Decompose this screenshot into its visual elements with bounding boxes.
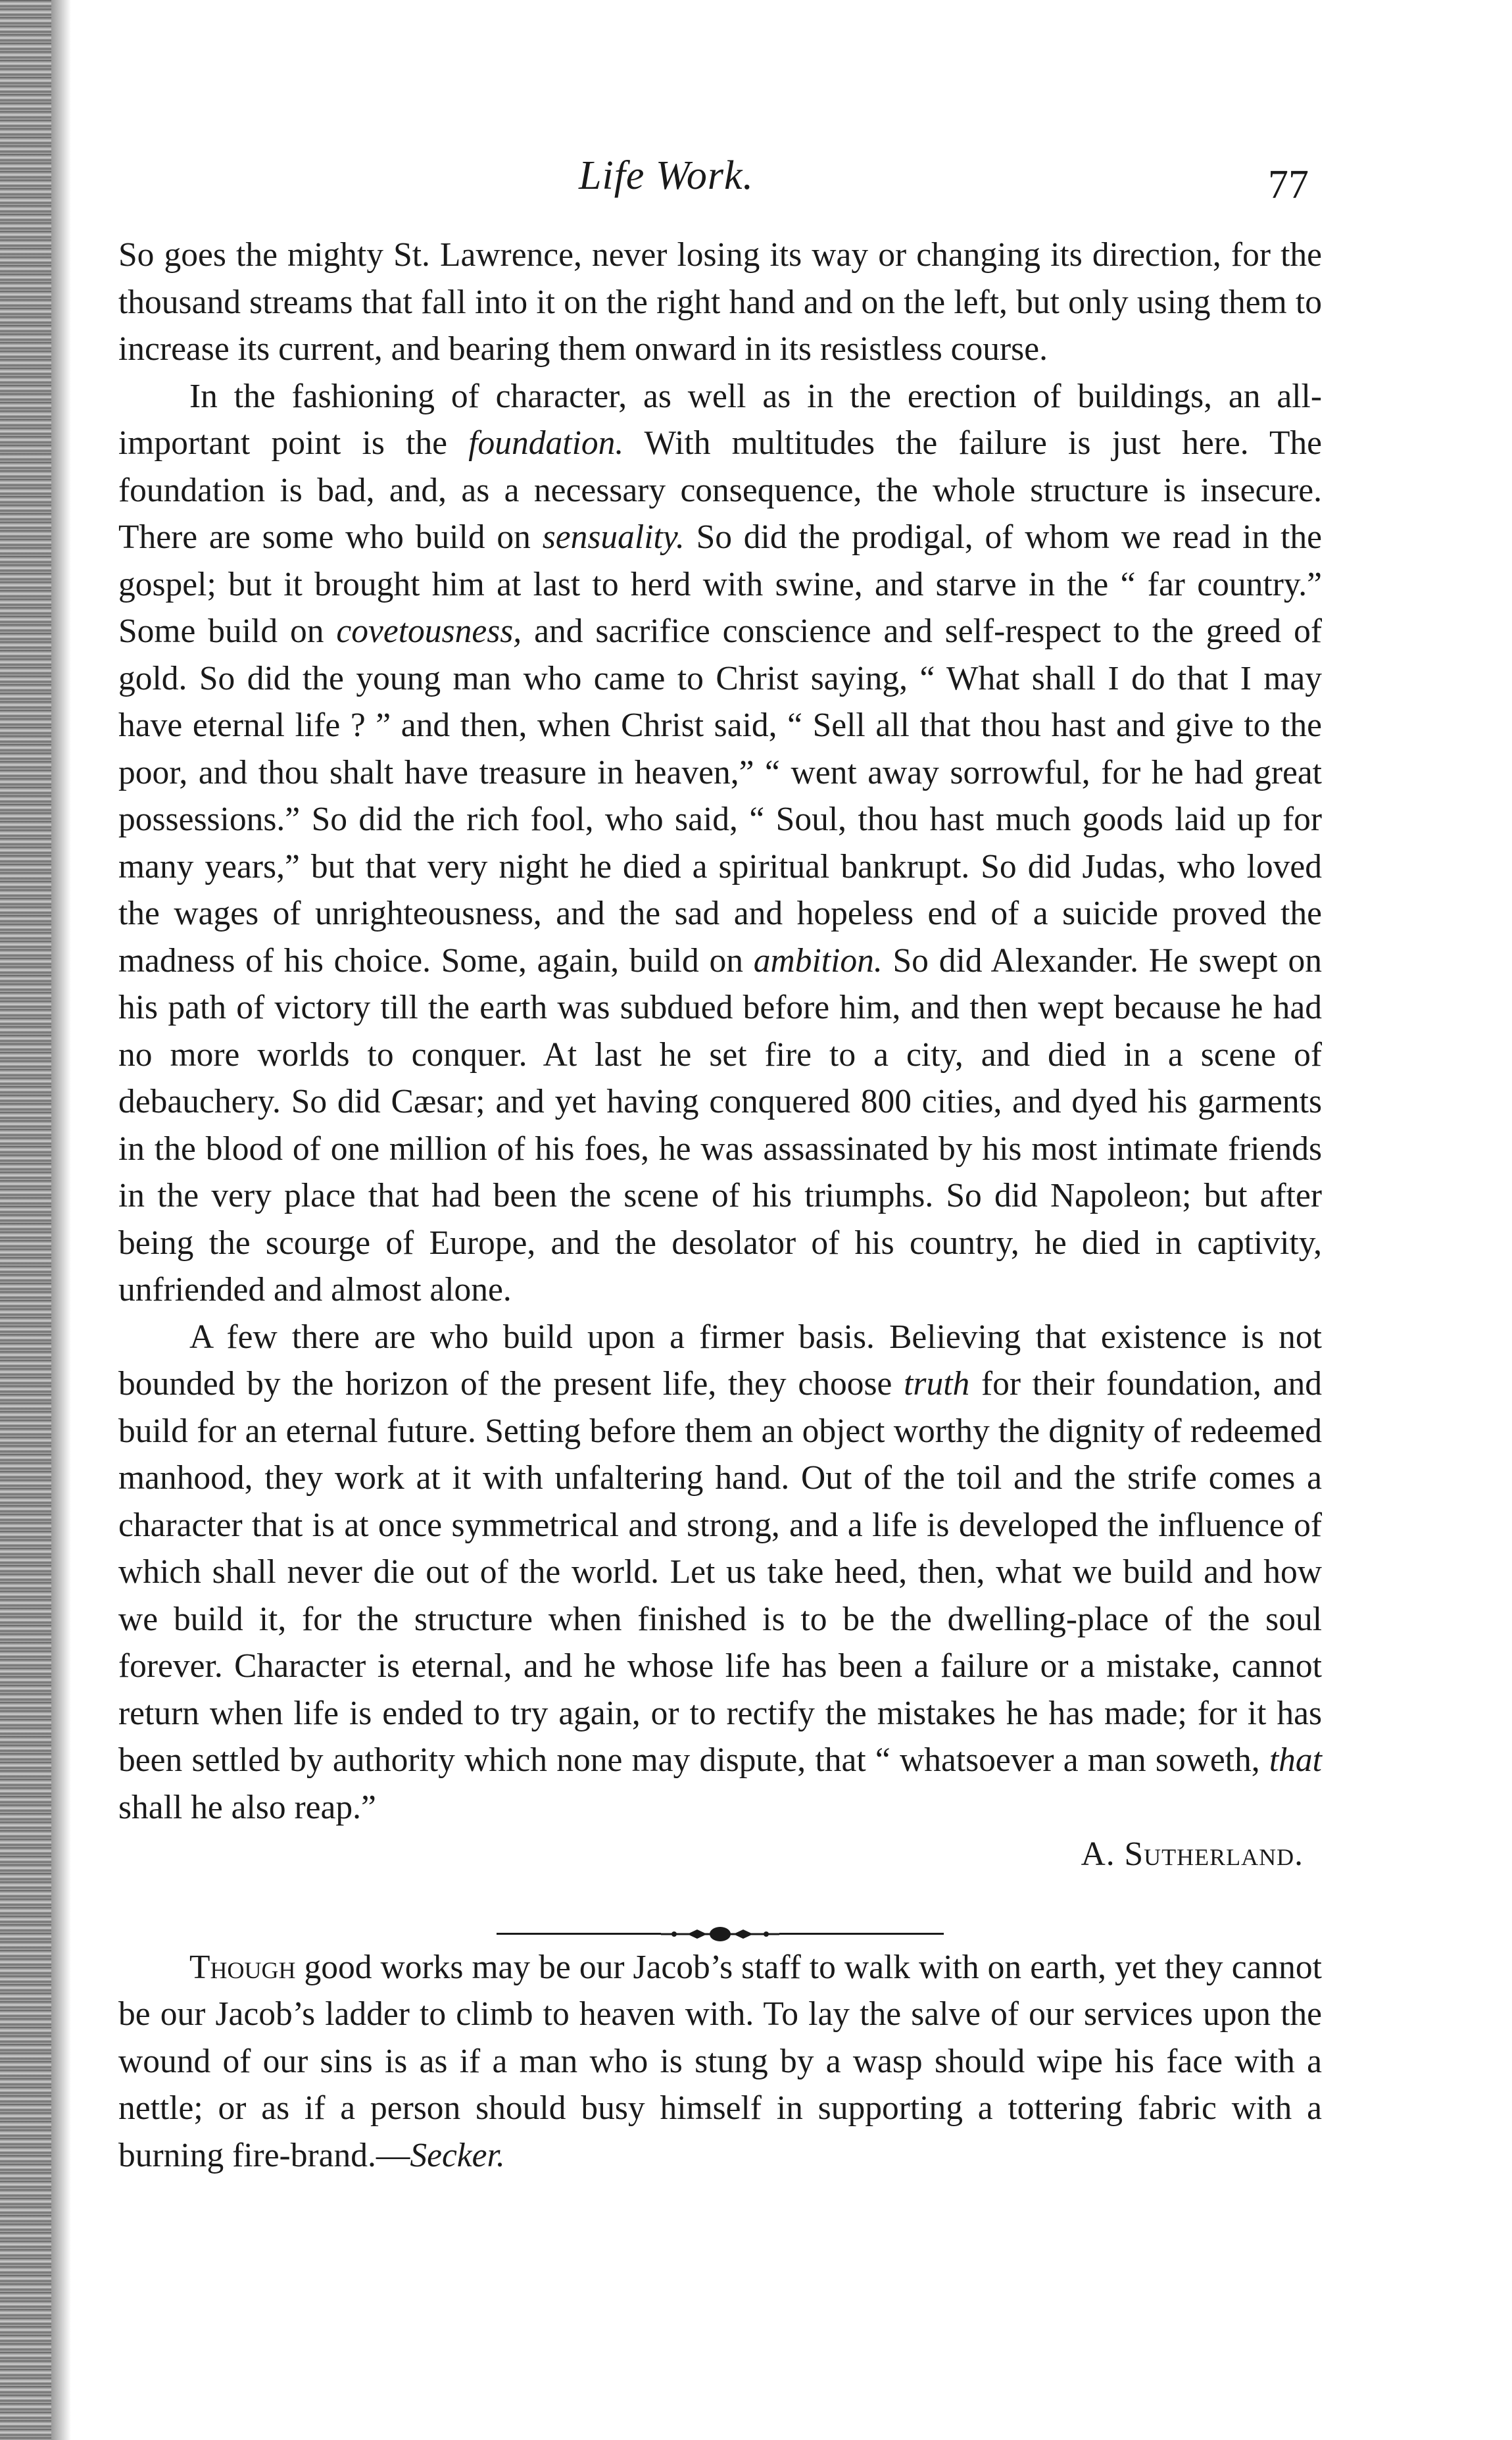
emphasis-covetousness: covetousness,	[336, 612, 522, 650]
page-header	[118, 153, 1309, 212]
page-body	[118, 232, 1322, 2179]
emphasis-foundation: foundation.	[468, 424, 624, 462]
page-number: 77	[1268, 162, 1309, 207]
running-title: Life Work.	[579, 153, 754, 198]
paragraph-text: So did Alexander. He swept on his path of victory till the earth was subdued before him, and then wept because he had no more worlds to conquer. At last he set fire to a city, and died in a scene of debauchery. So did Cæsar; and yet having conquered 800 cities, and dyed his garments in the blood of one million of his foes, he was assassinated by his most intimate friends in the very place that had been the scene of his triumphs. So did Napoleon; but after being the scourge of Europe, and the desolator of his country, he died in captivity, unfriended and almost alone.	[118, 941, 1322, 1308]
ornament-icon	[661, 1924, 779, 1944]
emphasis-ambition: ambition.	[753, 941, 883, 980]
quote-paragraph	[118, 1944, 1322, 2179]
paragraph-text: and sacrifice conscience and self-respect to the greed of gold. So did the young man who came to Christ saying, “ What shall I do that I may have eternal life ? ” and then, when Christ said, “ Sell all that thou hast and give to the poor, and thou shalt have treasure in heaven,” “ went away sorrowful, for he had great possessions.” So did the rich fool, who said, “ Soul, thou hast much goods laid up for many years,” but that very night he died a spiritual bankrupt. So did Judas, who loved the wages of unrighteousness, and the sad and hopeless end of a suicide proved the madness of his choice. Some, again, build on	[118, 612, 1322, 980]
essay-paragraph-3	[118, 1314, 1322, 1831]
paragraph-text: In the fashioning of character, as well as in the erection of buildings, an all-important point is the	[118, 377, 1322, 462]
emphasis-sensuality: sensuality.	[542, 518, 685, 556]
essay-paragraph-2	[118, 373, 1322, 1314]
paragraph-text: A few there are who build upon a firmer basis. Believing that existence is not bounded by the horizon of the present life, they choose	[118, 1318, 1322, 1403]
essay-attribution: A. Sutherland.	[1081, 1835, 1304, 1873]
section-divider-ornament	[497, 1924, 944, 1944]
page-binding-edge	[0, 0, 51, 2440]
emphasis-truth: truth	[904, 1365, 970, 1403]
paragraph-text: So did the prodigal, of whom we read in the gospel; but it brought him at last to herd with swine, and starve in the “ far country.” Some build on	[118, 518, 1322, 650]
paragraph-text: for their foundation, and build for an eternal future. Setting before them an object worthy the dignity of redeemed manhood, they work at it with unfaltering hand. Out of the toil and the strife comes a character that is at once symmetrical and strong, and a life is developed the influence of which shall never die out of the world. Let us take heed, then, what we build and how we build it, for the structure when finished is to be the dwelling-place of the soul forever. Character is eternal, and he whose life has been a failure or a mistake, cannot return when life is ended to try again, or to rectify the mistakes he has made; for it has been settled by authority which none may dispute, that “ whatsoever a man soweth,	[118, 1365, 1322, 1779]
emphasis-that: that	[1269, 1741, 1322, 1779]
divider-rule-right	[779, 1933, 944, 1935]
divider-rule-left	[497, 1933, 661, 1935]
quote-lead-word: Though	[189, 1948, 296, 1986]
essay-paragraph-1: So goes the mighty St. Lawrence, never losing its way or changing its direction, for the thousand streams that fall into it on the right hand and on the left, but only using them to increase its current, and bearing them onward in its resistless course.	[118, 236, 1322, 368]
paragraph-text: With multitudes the failure is just here. The foundation is bad, and, as a necessary consequence, the whole structure is insecure. There are some who build on	[118, 424, 1323, 556]
page-binding-shadow	[51, 0, 71, 2440]
quote-author: Secker.	[410, 2136, 505, 2174]
quote-text: good works may be our Jacob’s staff to walk with on earth, yet they cannot be our Jacob’s ladder to climb to heaven with. To lay the salve of our services upon the wound of our sins is as if a man who is stung by a wasp should wipe his face with a nettle; or as if a person should busy himself in supporting a tottering fabric with a burning fire-brand.—	[118, 1948, 1322, 2174]
paragraph-text: shall he also reap.”	[118, 1788, 376, 1826]
